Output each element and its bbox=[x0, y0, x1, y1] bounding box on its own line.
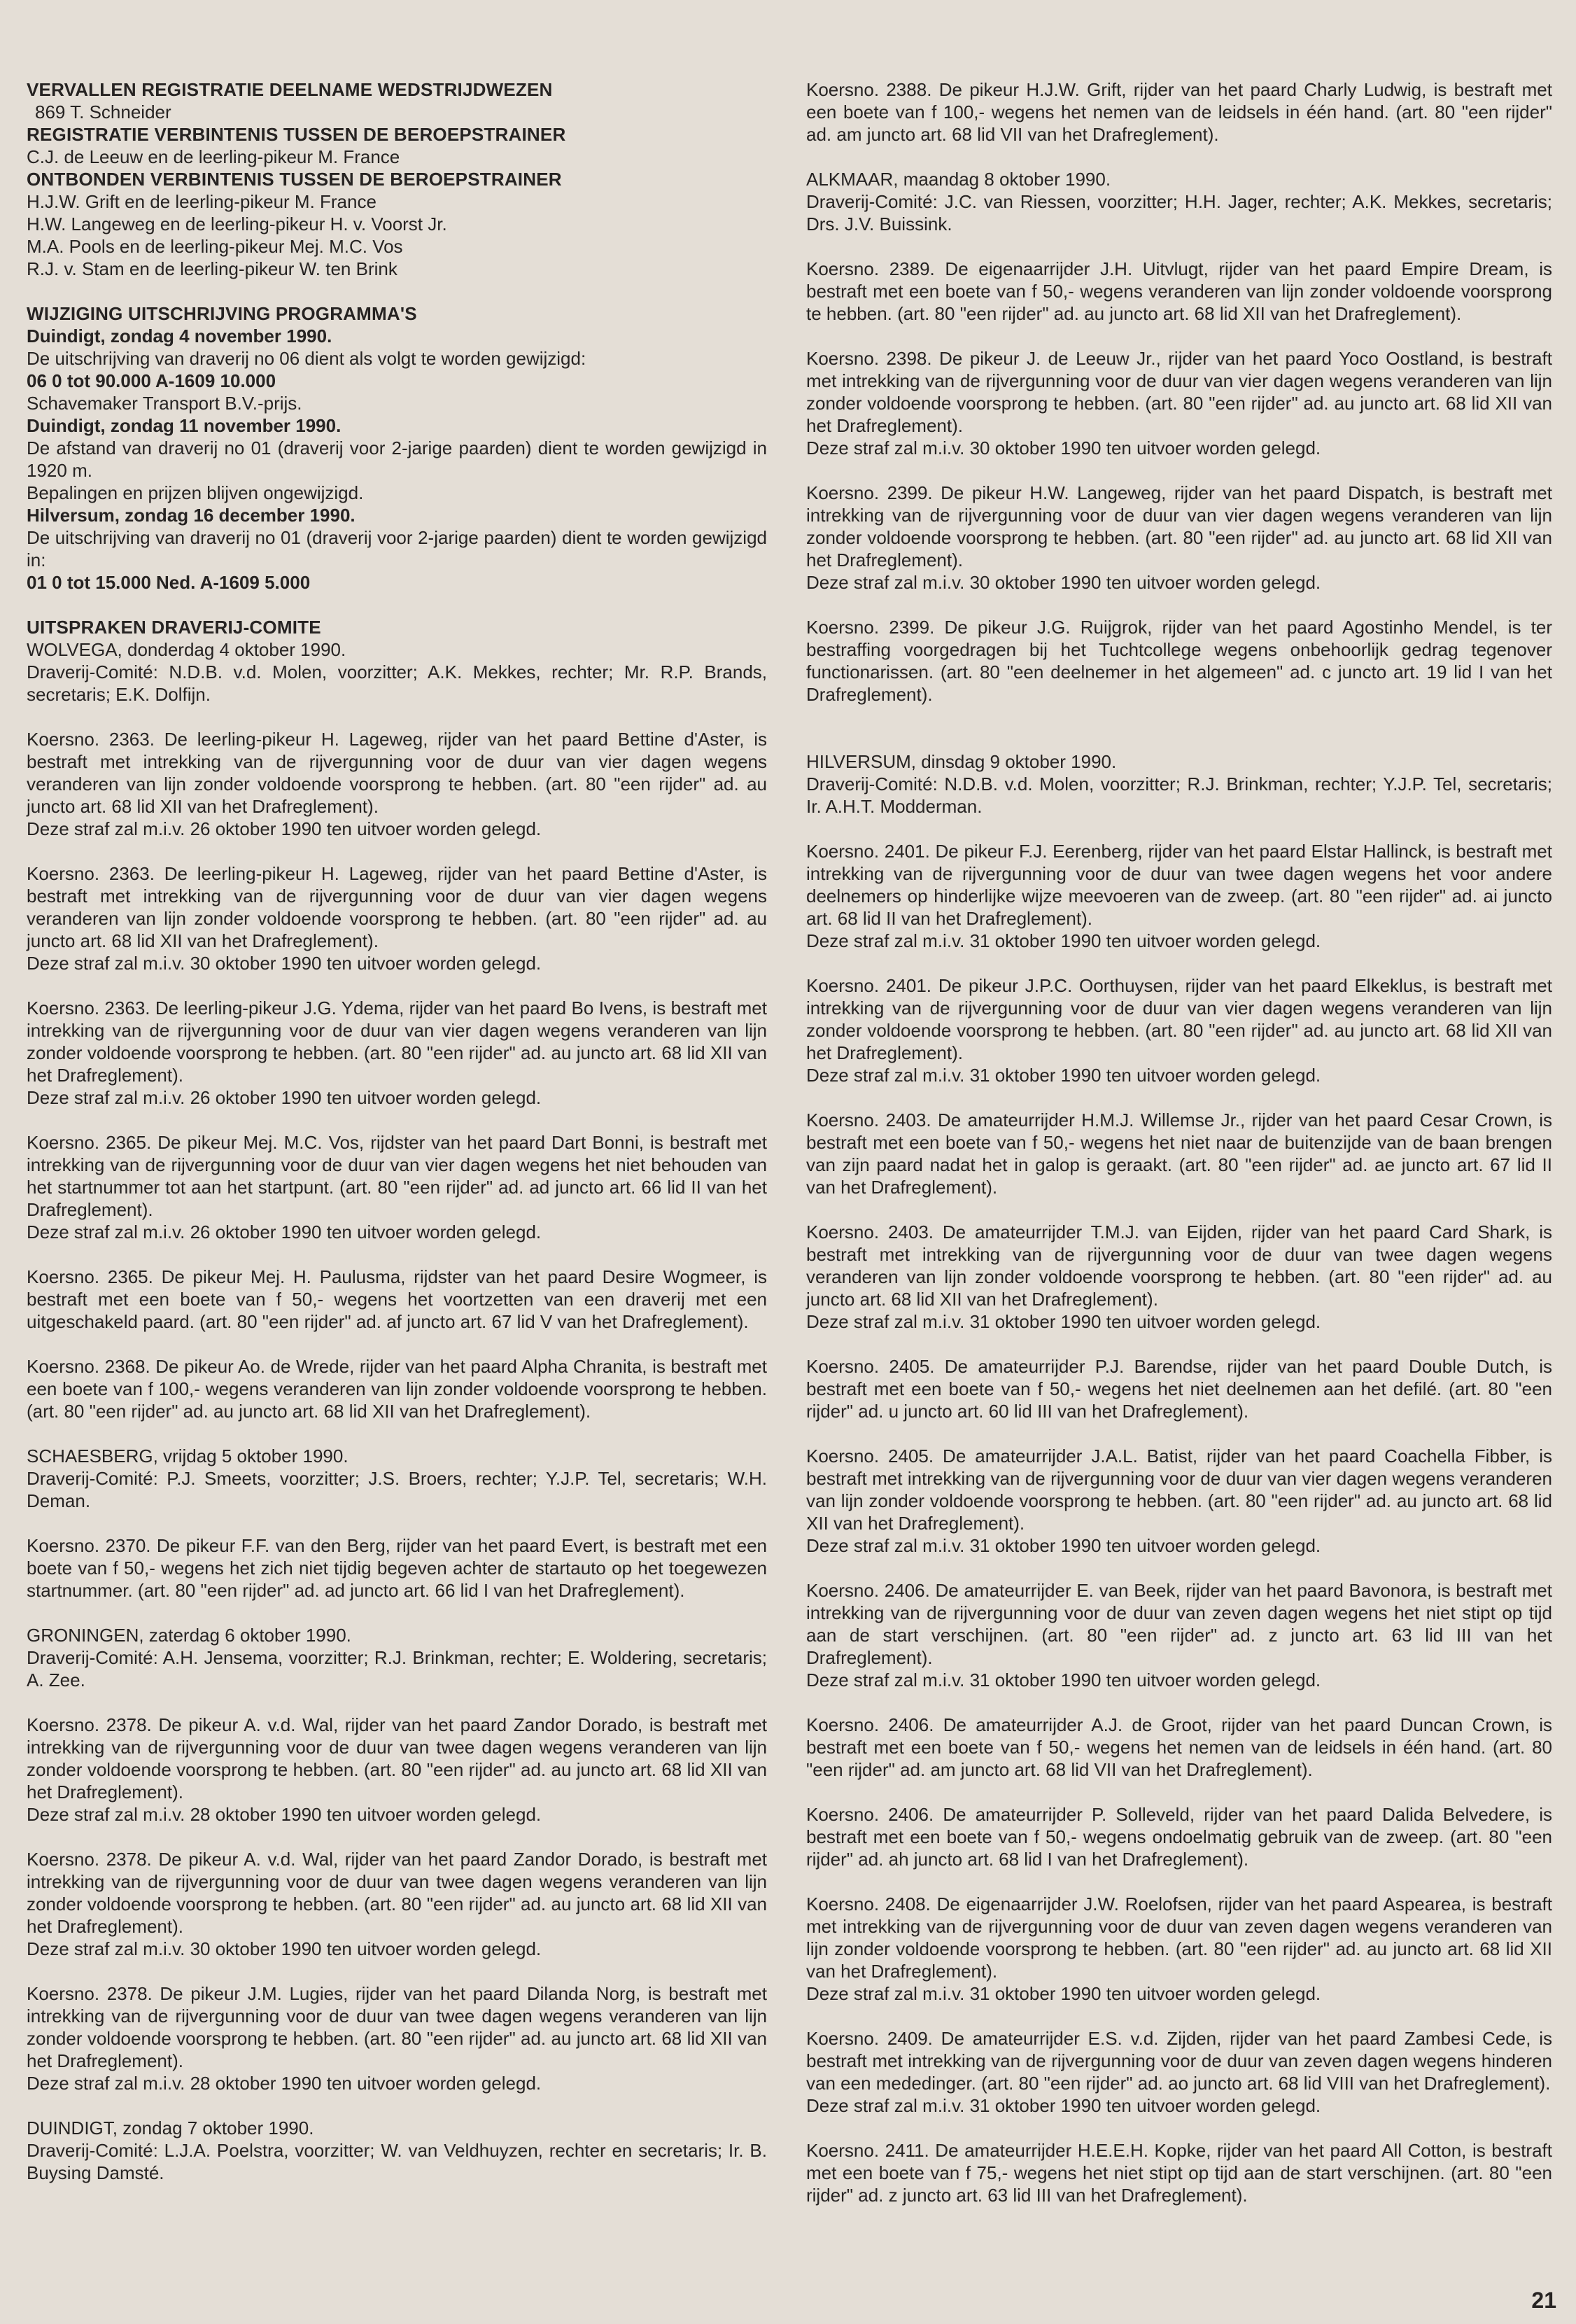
ruling-block bbox=[27, 1848, 767, 1960]
ruling-block bbox=[806, 347, 1552, 459]
ruling-block bbox=[806, 1445, 1552, 1557]
ruling-text: Koersno. 2389. De eigenaarrijder J.H. Uitvlugt, rijder van het paard Empire Dream, is bestraft met een boete van f 50,- wegens veranderen van lijn zonder voldoende voorsprong te hebben. (art. 80 "een rijder" ad. au juncto art. 68 lid XII van het Drafreglement). bbox=[806, 258, 1552, 324]
comite-paragraph: Draverij-Comité: J.C. van Riessen, voorzitter; H.H. Jager, rechter; A.K. Mekkes, secretaris; Drs. J.V. Buissink. bbox=[806, 191, 1552, 234]
ruling-sentence: Deze straf zal m.i.v. 31 oktober 1990 ten uitvoer worden gelegd. bbox=[806, 930, 1321, 951]
ruling-text: Koersno. 2365. De pikeur Mej. H. Paulusma, rijdster van het paard Desire Wogmeer, is bestraft met een boete van f 50,- wegens het voortzetten van een draverij met een uitgeschakeld paard. (art. 80 "een rijder" ad. af juncto art. 67 lid V van het Drafreglement). bbox=[27, 1266, 767, 1332]
ruling-sentence: Deze straf zal m.i.v. 31 oktober 1990 ten uitvoer worden gelegd. bbox=[806, 1535, 1321, 1556]
venue-block bbox=[806, 750, 1552, 818]
comite-paragraph: Draverij-Comité: N.D.B. v.d. Molen, voorzitter; R.J. Brinkman, rechter; Y.J.P. Tel, secretaris; Ir. A.H.T. Modderman. bbox=[806, 774, 1552, 817]
heading-ontbonden-verbintenis: ONTBONDEN VERBINTENIS TUSSEN DE BEROEPSTRAINER bbox=[27, 169, 562, 190]
venue-heading: SCHAESBERG, vrijdag 5 oktober 1990. bbox=[27, 1446, 349, 1466]
venue-heading: HILVERSUM, dinsdag 9 oktober 1990. bbox=[806, 751, 1117, 772]
ruling-text: Koersno. 2411. De amateurrijder H.E.E.H. Kopke, rijder van het paard All Cotton, is bestraft met een boete van f 75,- wegens het niet stipt op tijd aan de start verschijnen. (art. 80 "een rijder" ad. z juncto art. 63 lid III van het Drafreglement). bbox=[806, 2140, 1552, 2206]
heading-vervallen-registratie: VERVALLEN REGISTRATIE DEELNAME WEDSTRIJDWEZEN bbox=[27, 79, 553, 100]
ruling-text: Koersno. 2363. De leerling-pikeur J.G. Ydema, rijder van het paard Bo Ivens, is bestraft met intrekking van de rijvergunning voor de duur van vier dagen wegens veranderen van lijn zonder voldoende voorsprong te hebben. (art. 80 "een rijder" ad. au juncto art. 68 lid XII van het Drafreglement). bbox=[27, 997, 767, 1086]
ruling-text: Koersno. 2370. De pikeur F.F. van den Berg, rijder van het paard Evert, is bestraft met een boete van f 50,- wegens het zich niet tijdig begeven achter de startauto op het toegewezen startnummer. (art. 80 "een rijder" ad. ad juncto art. 66 lid I van het Drafreglement). bbox=[27, 1535, 767, 1601]
ruling-block bbox=[806, 1579, 1552, 1691]
comite-paragraph: Draverij-Comité: A.H. Jensema, voorzitter; R.J. Brinkman, rechter; E. Woldering, secretaris; A. Zee. bbox=[27, 1647, 767, 1690]
ruling-sentence: Deze straf zal m.i.v. 31 oktober 1990 ten uitvoer worden gelegd. bbox=[806, 2095, 1321, 2116]
ruling-block bbox=[27, 862, 767, 974]
ruling-text: Koersno. 2406. De amateurrijder E. van Beek, rijder van het paard Bavonora, is bestraft met intrekking van de rijvergunning voor de duur van zeven dagen wegens het niet stipt op tijd aan de start verschijnen. (art. 80 "een rijder" ad. z juncto art. 63 lid III van het Drafreglement). bbox=[806, 1580, 1552, 1668]
ruling-text: Koersno. 2409. De amateurrijder E.S. v.d. Zijden, rijder van het paard Zambesi Cede, is bestraft met intrekking van de rijvergunning voor de duur van zeven dagen wegens hinderen van een mededinger. (art. 80 "een rijder" ad. ao juncto art. 68 lid VIII van het Drafreglement). bbox=[806, 2028, 1552, 2094]
ruling-block bbox=[27, 728, 767, 840]
text-line: 01 0 tot 15.000 Ned. A-1609 5.000 bbox=[27, 572, 311, 593]
ruling-sentence: Deze straf zal m.i.v. 28 oktober 1990 ten uitvoer worden gelegd. bbox=[27, 2073, 542, 2094]
ruling-text: Koersno. 2406. De amateurrijder P. Solleveld, rijder van het paard Dalida Belvedere, is bestraft met een boete van f 50,- wegens ondoelmatig gebruik van de zweep. (art. 80 "een rijder" ad. ah juncto art. 68 lid I van het Drafreglement). bbox=[806, 1804, 1552, 1870]
ruling-block bbox=[806, 482, 1552, 594]
ruling-sentence: Deze straf zal m.i.v. 31 oktober 1990 ten uitvoer worden gelegd. bbox=[806, 1065, 1321, 1086]
heading-uitspraken: UITSPRAKEN DRAVERIJ-COMITE bbox=[27, 617, 321, 638]
ruling-sentence: Deze straf zal m.i.v. 31 oktober 1990 ten uitvoer worden gelegd. bbox=[806, 1311, 1321, 1332]
venue-heading: DUINDIGT, zondag 7 oktober 1990. bbox=[27, 2118, 314, 2138]
text-line: R.J. v. Stam en de leerling-pikeur W. ten Brink bbox=[27, 258, 397, 279]
page-number: 21 bbox=[1531, 2288, 1556, 2313]
subheading-duindigt-11-nov: Duindigt, zondag 11 november 1990. bbox=[27, 415, 342, 436]
ruling-sentence: Deze straf zal m.i.v. 26 oktober 1990 ten uitvoer worden gelegd. bbox=[27, 818, 542, 839]
ruling-block bbox=[27, 1355, 767, 1422]
ruling-sentence: Deze straf zal m.i.v. 30 oktober 1990 ten uitvoer worden gelegd. bbox=[806, 572, 1321, 593]
ruling-text: Koersno. 2388. De pikeur H.J.W. Grift, rijder van het paard Charly Ludwig, is bestraft met een boete van f 100,- wegens het nemen van de leidsels in één hand. (art. 80 "een rijder" ad. am juncto art. 68 lid VII van het Drafreglement). bbox=[806, 79, 1552, 145]
ruling-block bbox=[806, 1803, 1552, 1870]
ruling-block bbox=[806, 2139, 1552, 2206]
ruling-text: Koersno. 2408. De eigenaarrijder J.W. Roelofsen, rijder van het paard Aspearea, is bestraft met intrekking van de rijvergunning voor de duur van zeven dagen wegens veranderen van lijn zonder voldoende voorsprong te hebben. (art. 80 "een rijder" ad. au juncto art. 68 lid XII van het Drafreglement). bbox=[806, 1893, 1552, 1982]
ruling-text: Koersno. 2378. De pikeur A. v.d. Wal, rijder van het paard Zandor Dorado, is bestraft met intrekking van de rijvergunning voor de duur van twee dagen wegens veranderen van lijn zonder voldoende voorsprong te hebben. (art. 80 "een rijder" ad. au juncto art. 68 lid XII van het Drafreglement). bbox=[27, 1714, 767, 1802]
ruling-block bbox=[806, 974, 1552, 1086]
ruling-text: Koersno. 2378. De pikeur J.M. Lugies, rijder van het paard Dilanda Norg, is bestraft met intrekking van de rijvergunning voor de duur van twee dagen wegens veranderen van lijn zonder voldoende voorsprong te hebben. (art. 80 "een rijder" ad. au juncto art. 68 lid XII van het Drafreglement). bbox=[27, 1983, 767, 2071]
venue-heading: ALKMAAR, maandag 8 oktober 1990. bbox=[806, 169, 1111, 190]
ruling-text: Koersno. 2363. De leerling-pikeur H. Lageweg, rijder van het paard Bettine d'Aster, is bestraft met intrekking van de rijvergunning voor de duur van vier dagen wegens veranderen van lijn zonder voldoende voorsprong te hebben. (art. 80 "een rijder" ad. au juncto art. 68 lid XII van het Drafreglement). bbox=[27, 863, 767, 951]
comite-paragraph: Draverij-Comité: P.J. Smeets, voorzitter; J.S. Broers, rechter; Y.J.P. Tel, secretaris; W.H. Deman. bbox=[27, 1468, 767, 1511]
comite-paragraph: Draverij-Comité: N.D.B. v.d. Molen, voorzitter; A.K. Mekkes, rechter; Mr. R.P. Brands, secretaris; E.K. Dolfijn. bbox=[27, 662, 767, 705]
venue-heading: WOLVEGA, donderdag 4 oktober 1990. bbox=[27, 639, 346, 660]
text-line: H.J.W. Grift en de leerling-pikeur M. France bbox=[27, 191, 377, 212]
venue-block bbox=[27, 1445, 767, 1512]
ruling-block bbox=[806, 616, 1552, 706]
ruling-text: Koersno. 2401. De pikeur J.P.C. Oorthuysen, rijder van het paard Elkeklus, is bestraft met intrekking van de rijvergunning voor de duur van vier dagen wegens veranderen van lijn zonder voldoende voorsprong te hebben. (art. 80 "een rijder" ad. au juncto art. 68 lid XII van het Drafreglement). bbox=[806, 975, 1552, 1063]
ruling-block bbox=[806, 1221, 1552, 1333]
ruling-text: Koersno. 2403. De amateurrijder T.M.J. van Eijden, rijder van het paard Card Shark, is bestraft met intrekking van de rijvergunning voor de duur van twee dagen wegens veranderen van lijn zonder voldoende voorsprong te hebben. (art. 80 "een rijder" ad. au juncto art. 68 lid XII van het Drafreglement). bbox=[806, 1222, 1552, 1310]
right-column bbox=[806, 78, 1552, 2206]
ruling-sentence: Deze straf zal m.i.v. 30 oktober 1990 ten uitvoer worden gelegd. bbox=[27, 1938, 542, 1959]
venue-block bbox=[27, 1624, 767, 1691]
ruling-sentence: Deze straf zal m.i.v. 31 oktober 1990 ten uitvoer worden gelegd. bbox=[806, 1983, 1321, 2004]
ruling-sentence: Deze straf zal m.i.v. 28 oktober 1990 ten uitvoer worden gelegd. bbox=[27, 1804, 542, 1825]
text-line: 06 0 tot 90.000 A-1609 10.000 bbox=[27, 370, 276, 391]
heading-wijziging-uitschrijving: WIJZIGING UITSCHRIJVING PROGRAMMA'S bbox=[27, 303, 417, 324]
ruling-block bbox=[806, 78, 1552, 146]
ruling-text: Koersno. 2378. De pikeur A. v.d. Wal, rijder van het paard Zandor Dorado, is bestraft met intrekking van de rijvergunning voor de duur van twee dagen wegens veranderen van lijn zonder voldoende voorsprong te hebben. (art. 80 "een rijder" ad. au juncto art. 68 lid XII van het Drafreglement). bbox=[27, 1849, 767, 1937]
paragraph: De afstand van draverij no 01 (draverij voor 2-jarige paarden) dient te worden gewijzigd in 1920 m. bbox=[27, 438, 767, 481]
ruling-sentence: Deze straf zal m.i.v. 26 oktober 1990 ten uitvoer worden gelegd. bbox=[27, 1087, 542, 1108]
ruling-block bbox=[806, 1109, 1552, 1198]
text-line: C.J. de Leeuw en de leerling-pikeur M. France bbox=[27, 146, 400, 167]
text-line: M.A. Pools en de leerling-pikeur Mej. M.C. Vos bbox=[27, 236, 403, 257]
venue-block bbox=[806, 168, 1552, 235]
ruling-sentence: Deze straf zal m.i.v. 26 oktober 1990 ten uitvoer worden gelegd. bbox=[27, 1222, 542, 1242]
ruling-block bbox=[27, 1534, 767, 1602]
comite-paragraph: Draverij-Comité: L.J.A. Poelstra, voorzitter; W. van Veldhuyzen, rechter en secretaris; Ir. B. Buysing Damsté. bbox=[27, 2140, 767, 2183]
ruling-block bbox=[27, 1266, 767, 1333]
ruling-block bbox=[806, 2027, 1552, 2117]
heading-registratie-verbintenis: REGISTRATIE VERBINTENIS TUSSEN DE BEROEPSTRAINER bbox=[27, 124, 566, 145]
ruling-text: Koersno. 2405. De amateurrijder P.J. Barendse, rijder van het paard Double Dutch, is bestraft met een boete van f 50,- wegens het niet deelnemen aan het defilé. (art. 80 "een rijder" ad. u juncto art. 60 lid III van het Drafreglement). bbox=[806, 1356, 1552, 1422]
ruling-text: Koersno. 2401. De pikeur F.J. Eerenberg, rijder van het paard Elstar Hallinck, is bestraft met intrekking van de rijvergunning voor de duur van twee dagen wegens het voor andere deelnemers op hinderlijke wijze meevoeren van de zweep. (art. 80 "een rijder" ad. ai juncto art. 68 lid II van het Drafreglement). bbox=[806, 841, 1552, 929]
text-line: Bepalingen en prijzen blijven ongewijzigd. bbox=[27, 482, 364, 503]
ruling-block bbox=[806, 1355, 1552, 1422]
ruling-text: Koersno. 2405. De amateurrijder J.A.L. Batist, rijder van het paard Coachella Fibber, is bestraft met intrekking van de rijvergunning voor de duur van vier dagen wegens veranderen van lijn zonder voldoende voorsprong te hebben. (art. 80 "een rijder" ad. au juncto art. 68 lid XII van het Drafreglement). bbox=[806, 1446, 1552, 1534]
ruling-text: Koersno. 2406. De amateurrijder A.J. de Groot, rijder van het paard Duncan Crown, is bestraft met een boete van f 50,- wegens het nemen van de leidsels in één hand. (art. 80 "een rijder" ad. am juncto art. 68 lid VII van het Drafreglement). bbox=[806, 1714, 1552, 1780]
ruling-text: Koersno. 2399. De pikeur H.W. Langeweg, rijder van het paard Dispatch, is bestraft met intrekking van de rijvergunning voor de duur van vier dagen wegens veranderen van lijn zonder voldoende voorsprong te hebben. (art. 80 "een rijder" ad. au juncto art. 68 lid XII van het Drafreglement). bbox=[806, 482, 1552, 570]
ruling-text: Koersno. 2365. De pikeur Mej. M.C. Vos, rijdster van het paard Dart Bonni, is bestraft met intrekking van de rijvergunning voor de duur van vier dagen wegens het niet behouden van het startnummer tot aan het startpunt. (art. 80 "een rijder" ad. ad juncto art. 66 lid II van het Drafreglement). bbox=[27, 1132, 767, 1220]
ruling-text: Koersno. 2399. De pikeur J.G. Ruijgrok, rijder van het paard Agostinho Mendel, is ter bestraffing voorgedragen bij het Tuchtcollege wegens onbehoorlijk gedrag tegenover functionarissen. (art. 80 "een deelnemer in het algemeen" ad. c juncto art. 19 lid I van het Drafreglement). bbox=[806, 617, 1552, 705]
ruling-block bbox=[806, 840, 1552, 952]
subheading-hilversum-16-dec: Hilversum, zondag 16 december 1990. bbox=[27, 505, 356, 526]
venue-block bbox=[27, 2117, 767, 2184]
paragraph: De uitschrijving van draverij no 01 (draverij voor 2-jarige paarden) dient te worden gewijzigd in: bbox=[27, 527, 767, 570]
ruling-sentence: Deze straf zal m.i.v. 30 oktober 1990 ten uitvoer worden gelegd. bbox=[806, 438, 1321, 458]
ruling-block bbox=[806, 1893, 1552, 2005]
left-column bbox=[27, 78, 767, 2184]
ruling-block bbox=[806, 1714, 1552, 1781]
ruling-block bbox=[806, 258, 1552, 325]
ruling-text: Koersno. 2368. De pikeur Ao. de Wrede, rijder van het paard Alpha Chranita, is bestraft met een boete van f 100,- wegens veranderen van lijn zonder voldoende voorsprong te hebben. (art. 80 "een rijder" ad. au juncto art. 68 lid XII van het Drafreglement). bbox=[27, 1356, 767, 1422]
text-line: De uitschrijving van draverij no 06 dient als volgt te worden gewijzigd: bbox=[27, 348, 586, 369]
ruling-block bbox=[27, 1982, 767, 2094]
text-line: 869 T. Schneider bbox=[35, 102, 171, 122]
text-line: H.W. Langeweg en de leerling-pikeur H. v. Voorst Jr. bbox=[27, 214, 447, 234]
ruling-block bbox=[27, 997, 767, 1109]
subheading-duindigt-4-nov: Duindigt, zondag 4 november 1990. bbox=[27, 326, 332, 346]
ruling-block bbox=[27, 1714, 767, 1826]
ruling-text: Koersno. 2363. De leerling-pikeur H. Lageweg, rijder van het paard Bettine d'Aster, is bestraft met intrekking van de rijvergunning voor de duur van vier dagen wegens veranderen van lijn zonder voldoende voorsprong te hebben. (art. 80 "een rijder" ad. au juncto art. 68 lid XII van het Drafreglement). bbox=[27, 729, 767, 817]
ruling-sentence: Deze straf zal m.i.v. 31 oktober 1990 ten uitvoer worden gelegd. bbox=[806, 1670, 1321, 1690]
ruling-sentence: Deze straf zal m.i.v. 30 oktober 1990 ten uitvoer worden gelegd. bbox=[27, 953, 542, 974]
text-line: Schavemaker Transport B.V.-prijs. bbox=[27, 393, 302, 414]
venue-heading: GRONINGEN, zaterdag 6 oktober 1990. bbox=[27, 1625, 351, 1646]
ruling-block bbox=[27, 1131, 767, 1243]
ruling-text: Koersno. 2403. De amateurrijder H.M.J. Willemse Jr., rijder van het paard Cesar Crown, is bestraft met een boete van f 50,- wegens het niet naar de buitenzijde van de baan brengen van zijn paard nadat het in galop is geraakt. (art. 80 "een rijder" ad. ae juncto art. 67 lid II van het Drafreglement). bbox=[806, 1110, 1552, 1198]
ruling-text: Koersno. 2398. De pikeur J. de Leeuw Jr., rijder van het paard Yoco Oostland, is bestraft met intrekking van de rijvergunning voor de duur van vier dagen wegens veranderen van lijn zonder voldoende voorsprong te hebben. (art. 80 "een rijder" ad. au juncto art. 68 lid XII van het Drafreglement). bbox=[806, 348, 1552, 436]
